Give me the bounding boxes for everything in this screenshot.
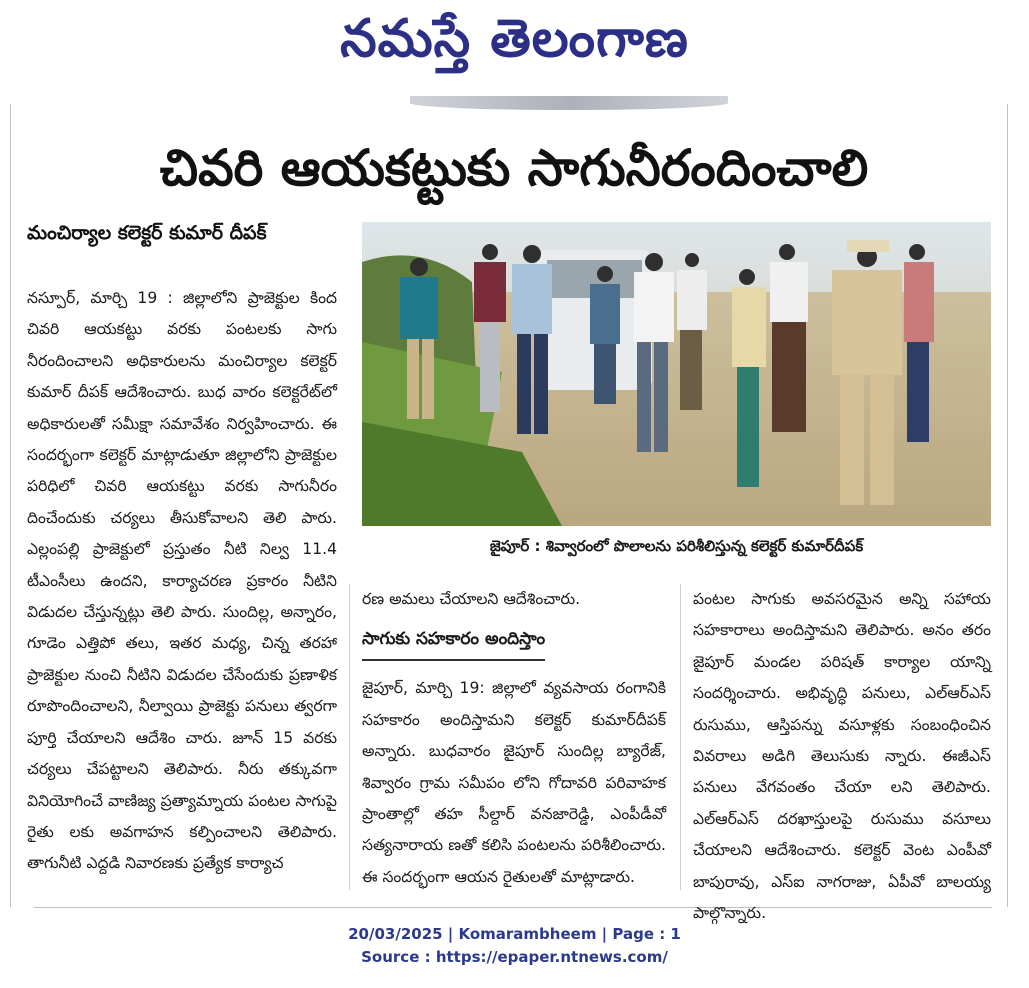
masthead-underline-decoration bbox=[410, 96, 728, 110]
photo-caption: జైపూర్ : శివ్వారంలో పొలాలను పరిశీలిస్తున్న కలెక్టర్ కుమార్‌దీపక్ bbox=[489, 537, 864, 555]
article-byline: మంచిర్యాల కలెక్టర్ కుమార్ దీపక్ bbox=[27, 222, 267, 244]
column-divider bbox=[680, 584, 681, 890]
paragraph-continuation: రణ అమలు చేయాలని ఆదేశించారు. bbox=[362, 590, 581, 608]
source-url: Source : https://epaper.ntnews.com/ bbox=[361, 948, 668, 966]
page-border-left bbox=[10, 104, 11, 907]
paragraph-mandal-office: పంటల సాగుకు అవసరమైన అన్ని సహాయ సహకారాలు అందిస్తామని తెలిపారు. అనం తరం జైపూర్ మండల పరిషత్ కార్యాల యాన్ని సందర్శించారు. అభివృద్ధి పనులు, ఎల్ఆర్ఎస్ రుసుము, ఆస్తిపన్ను వసూళ్లకు సంబంధించిన వివరాలు అడిగి తెలుసుకు న్నారు. ఈజీఎస్ పనులు వేగవంతం చేయా లని తెలిపారు. ఎల్ఆర్ఎస్ దరఖాస్తులపై రుసుము వసూలు చేయాలని ఆదేశించారు. కలెక్టర్ వెంట ఎంపీవో బాపురావు, ఎస్ఐ నాగరాజు, ఏపీవో బాలయ్య పాల్గొన్నారు. bbox=[693, 590, 991, 923]
masthead bbox=[0, 4, 1029, 74]
page-border-right bbox=[1007, 104, 1008, 907]
article-subheading: సాగుకు సహకారం అందిస్తాం bbox=[362, 619, 545, 661]
article-column-1 bbox=[27, 283, 337, 880]
paragraph-jaipur-visit: జైపూర్, మార్చి 19: జిల్లాలో వ్యవసాయ రంగానికి సహకారం అందిస్తామని కలెక్టర్ కుమార్‌దీపక్ అన్నారు. బుధవారం జైపూర్ సుందిల్ల బ్యారేజ్, శివ్వారం గ్రామ సమీపం లోని గోదావరి పరివాహక ప్రాంతాల్లో తహ సీల్దార్ వనజారెడ్డి, ఎంపీడీవో సత్యనారాయ ణతో కలిసి పంటలను పరిశీలించారు. ఈ సందర్భంగా ఆయన రైతులతో మాట్లాడారు. bbox=[362, 679, 666, 886]
article-photo bbox=[362, 222, 991, 526]
newspaper-logo: నమస్తే తెలంగాణ bbox=[340, 8, 689, 69]
edition-info: 20/03/2025 | Komarambheem | Page : 1 bbox=[348, 925, 681, 943]
article-column-2 bbox=[362, 584, 666, 893]
article-column-3 bbox=[693, 584, 991, 929]
photo-field-inspection-illustration bbox=[362, 222, 991, 526]
paragraph-collector-review: నస్పూర్, మార్చి 19 : జిల్లాలోని ప్రాజెక్టుల కింద చివరి ఆయకట్టు వరకు పంటలకు సాగు నీరందించాలని అధికారులను మంచిర్యాల కలెక్టర్ కుమార్ దీపక్ ఆదేశించారు. బుధ వారం కలెక్టరేట్‌లో అధికారులతో సమీక్షా సమావేశం నిర్వహించారు. ఈ సందర్భంగా కలెక్టర్ మాట్లాడుతూ జిల్లాలోని ప్రాజెక్టుల పరిధిలో చివరి ఆయకట్టు వరకు సాగునీరం దించేందుకు చర్యలు తీసుకోవాలని తెలి పారు. ఎల్లంపల్లి ప్రాజెక్టులో ప్రస్తుతం నీటి నిల్వ 11.4 టీఎంసీలు ఉందని, కార్యాచరణ ప్రకారం నీటిని విడుదల చేస్తున్నట్లు తెలి పారు. సుందిల్ల, అన్నారం, గూడెం ఎత్తిపో తలు, ఇతర మధ్య, చిన్న తరహా ప్రాజెక్టుల నుంచి నీటిని విడుదల చేసేందుకు ప్రణాళిక రూపొందించాలని, నీల్వాయి ప్రాజెక్టు పనులు త్వరగా పూర్తి చేయాలని ఆదేశిం చారు. జూన్ 15 వరకు చర్యలు చేపట్టాలని తెలిపారు. నీరు తక్కువగా వినియోగించే వాణిజ్య ప్రత్యామ్నాయ పంటల సాగుపై రైతు లకు అవగాహన కల్పించాలని తెలిపారు. తాగునీటి ఎద్దడి నివారణకు ప్రత్యేక కార్యాచ bbox=[27, 289, 337, 873]
column-divider bbox=[349, 584, 350, 890]
article-headline: చివరి ఆయకట్టుకు సాగునీరందించాలి bbox=[159, 139, 869, 197]
